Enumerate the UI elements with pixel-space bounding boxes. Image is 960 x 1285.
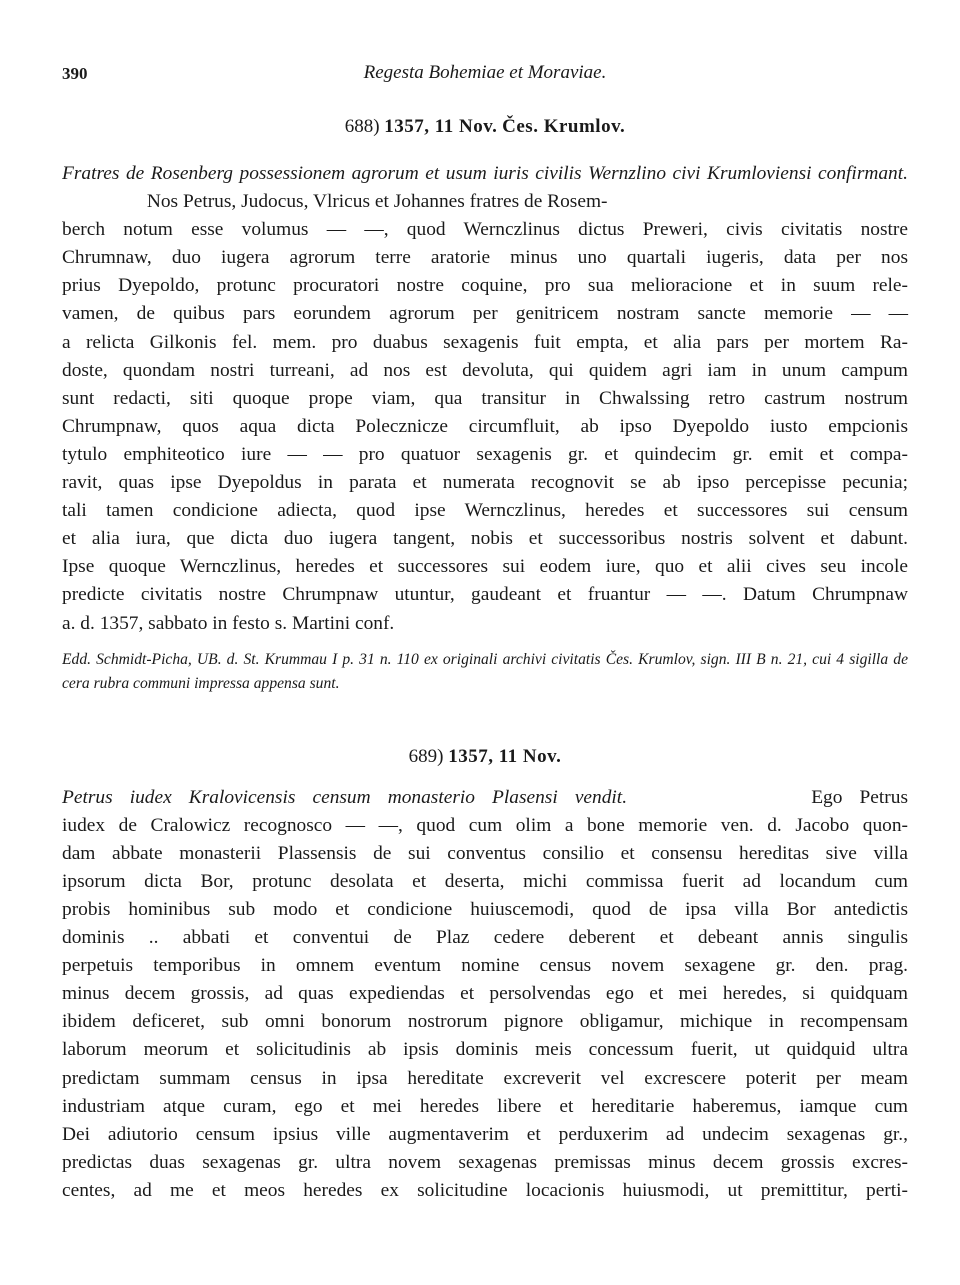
text-line: Ipse quoque Wernczlinus, heredes et successores sui eodem iure, quo et alii cives seu incole <box>62 556 908 578</box>
text-line: et alia iura, que dicta duo iugera tangent, nobis et successoribus nostris solvent et dabunt. <box>62 528 908 550</box>
text-line: tytulo emphiteotico iure — — pro quatuor sexagenis gr. et quindecim gr. emit et compa- <box>62 443 908 465</box>
text-line: vamen, de quibus pars eorundem agrorum per genitricem nostram sancte memorie — — <box>62 303 908 325</box>
text-line: industriam atque curam, ego et mei heredes libere et hereditarie haberemus, iamque cum <box>62 1095 908 1117</box>
entry-date: 1357, 11 Nov. <box>384 116 498 137</box>
text-line: tali tamen condicione adiecta, quod ipse Wernczlinus, heredes et successores sui censum <box>62 500 908 522</box>
text-line: laborum meorum et solicitudinis ab ipsis dominis meis concessum fuerit, ut quidquid ultra <box>62 1039 908 1061</box>
text-line: dam abbate monasterii Plassensis de sui conventus consilio et consensu hereditas sive villa <box>62 842 908 864</box>
entry-number: 689) <box>408 745 444 767</box>
running-head <box>62 58 908 92</box>
text-line: perpetuis temporibus in omnem eventum nomine census novem sexagene gr. den. prag. <box>62 955 908 977</box>
text-line: ravit, quas ipse Dyepoldus in parata et numerata recognovit se ab ipso percepisse pecunia; <box>62 472 908 494</box>
running-title: Regesta Bohemiae et Moraviae. <box>363 62 607 83</box>
text-line: Ego Petrus <box>811 786 908 808</box>
text-line: Nos Petrus, Judocus, Vlricus et Johannes fratres de Rosem- <box>146 191 608 213</box>
text-line: ibidem deficeret, sub omni bonorum nostrorum pignore obligamur, michique in recompensam <box>62 1011 908 1033</box>
text-line: iudex de Cralowicz recognosco — —, quod cum olim a bone memorie ven. d. Jacobo quon- <box>62 814 908 836</box>
text-line: predictam summam census in ipsa hereditate excreverit vel excrescere poterit per meam <box>62 1067 908 1089</box>
entry-date: 1357, 11 Nov. <box>448 745 562 767</box>
edition-note-text: Edd. Schmidt-Picha, UB. d. St. Krummau I p. 31 n. 110 ex originali archivi civitatis Čes. Krumlov, sign. III B n. 21, cui 4 sigilla de cera rubra communi impressa appensa sunt. <box>62 650 908 692</box>
entry-number: 688) <box>344 116 380 137</box>
text-line: minus decem grossis, ad quas expediendas et persolvendas ego et mei heredes, si quidquam <box>62 983 908 1005</box>
entry-place: Čes. Krumlov. <box>502 116 626 137</box>
text-line: centes, ad me et meos heredes ex solicitudine locacionis huiusmodi, ut premittitur, perti- <box>62 1179 908 1201</box>
entry-body-689 <box>62 784 908 1205</box>
text-line: probis hominibus sub modo et condicione huiuscemodi, quod de ipsa villa Bor antedictis <box>62 898 908 920</box>
edition-note <box>62 648 908 696</box>
text-line: ipsorum dicta Bor, protunc desolata et deserta, michi commissa fuerit ad locandum cum <box>62 870 908 892</box>
entry-heading-689 <box>62 746 908 768</box>
entry-summary-block <box>62 160 908 216</box>
document-page <box>62 58 908 1205</box>
entry-summary: Petrus iudex Kralovicensis censum monasterio Plasensi vendit. <box>62 786 628 808</box>
text-line: prius Dyepoldo, protunc procuratori nostre coquine, pro sua melioracione et in suum rele- <box>62 275 908 297</box>
text-line: Chrumpnaw, quos aqua dicta Polecznicze circumfluit, ab ipso Dyepoldo iusto empcionis <box>62 415 908 437</box>
text-line: Chrumnaw, duo iugera agrorum terre aratorie minus uno quartali iugeris, data per nos <box>62 247 908 269</box>
text-line: dominis .. abbati et conventui de Plaz cedere deberent et debeant annis singulis <box>62 927 908 949</box>
entry-heading-688 <box>62 116 908 138</box>
text-line: predictas duas sexagenas gr. ultra novem sexagenas premissas minus decem grossis excres- <box>62 1151 908 1173</box>
text-line: berch notum esse volumus — —, quod Wernczlinus dictus Preweri, civis civitatis nostre <box>62 219 908 241</box>
text-line: Dei adiutorio censum ipsius ville augmentaverim et perduxerim ad undecim sexagenas gr., <box>62 1123 908 1145</box>
text-line: a. d. 1357, sabbato in festo s. Martini conf. <box>62 612 395 634</box>
text-line: doste, quondam nostri turreani, ad nos est devoluta, qui quidem agri iam in unum campum <box>62 359 908 381</box>
text-line: predicte civitatis nostre Chrumpnaw utuntur, gaudeant et fruantur — —. Datum Chrumpnaw <box>62 584 908 606</box>
text-line: a relicta Gilkonis fel. mem. pro duabus sexagenis fuit empta, et alia pars per mortem Ra- <box>62 331 908 353</box>
page-number: 390 <box>62 64 88 83</box>
text-line: sunt redacti, siti quoque prope viam, qua transitur in Chwalssing retro castrum nostrum <box>62 387 908 409</box>
entry-summary: Fratres de Rosenberg possessionem agrorum et usum iuris civilis Wernzlino civi Krumloviensi confirmant. <box>62 163 908 184</box>
entry-summary-line <box>62 784 908 812</box>
entry-body-688 <box>62 160 908 696</box>
